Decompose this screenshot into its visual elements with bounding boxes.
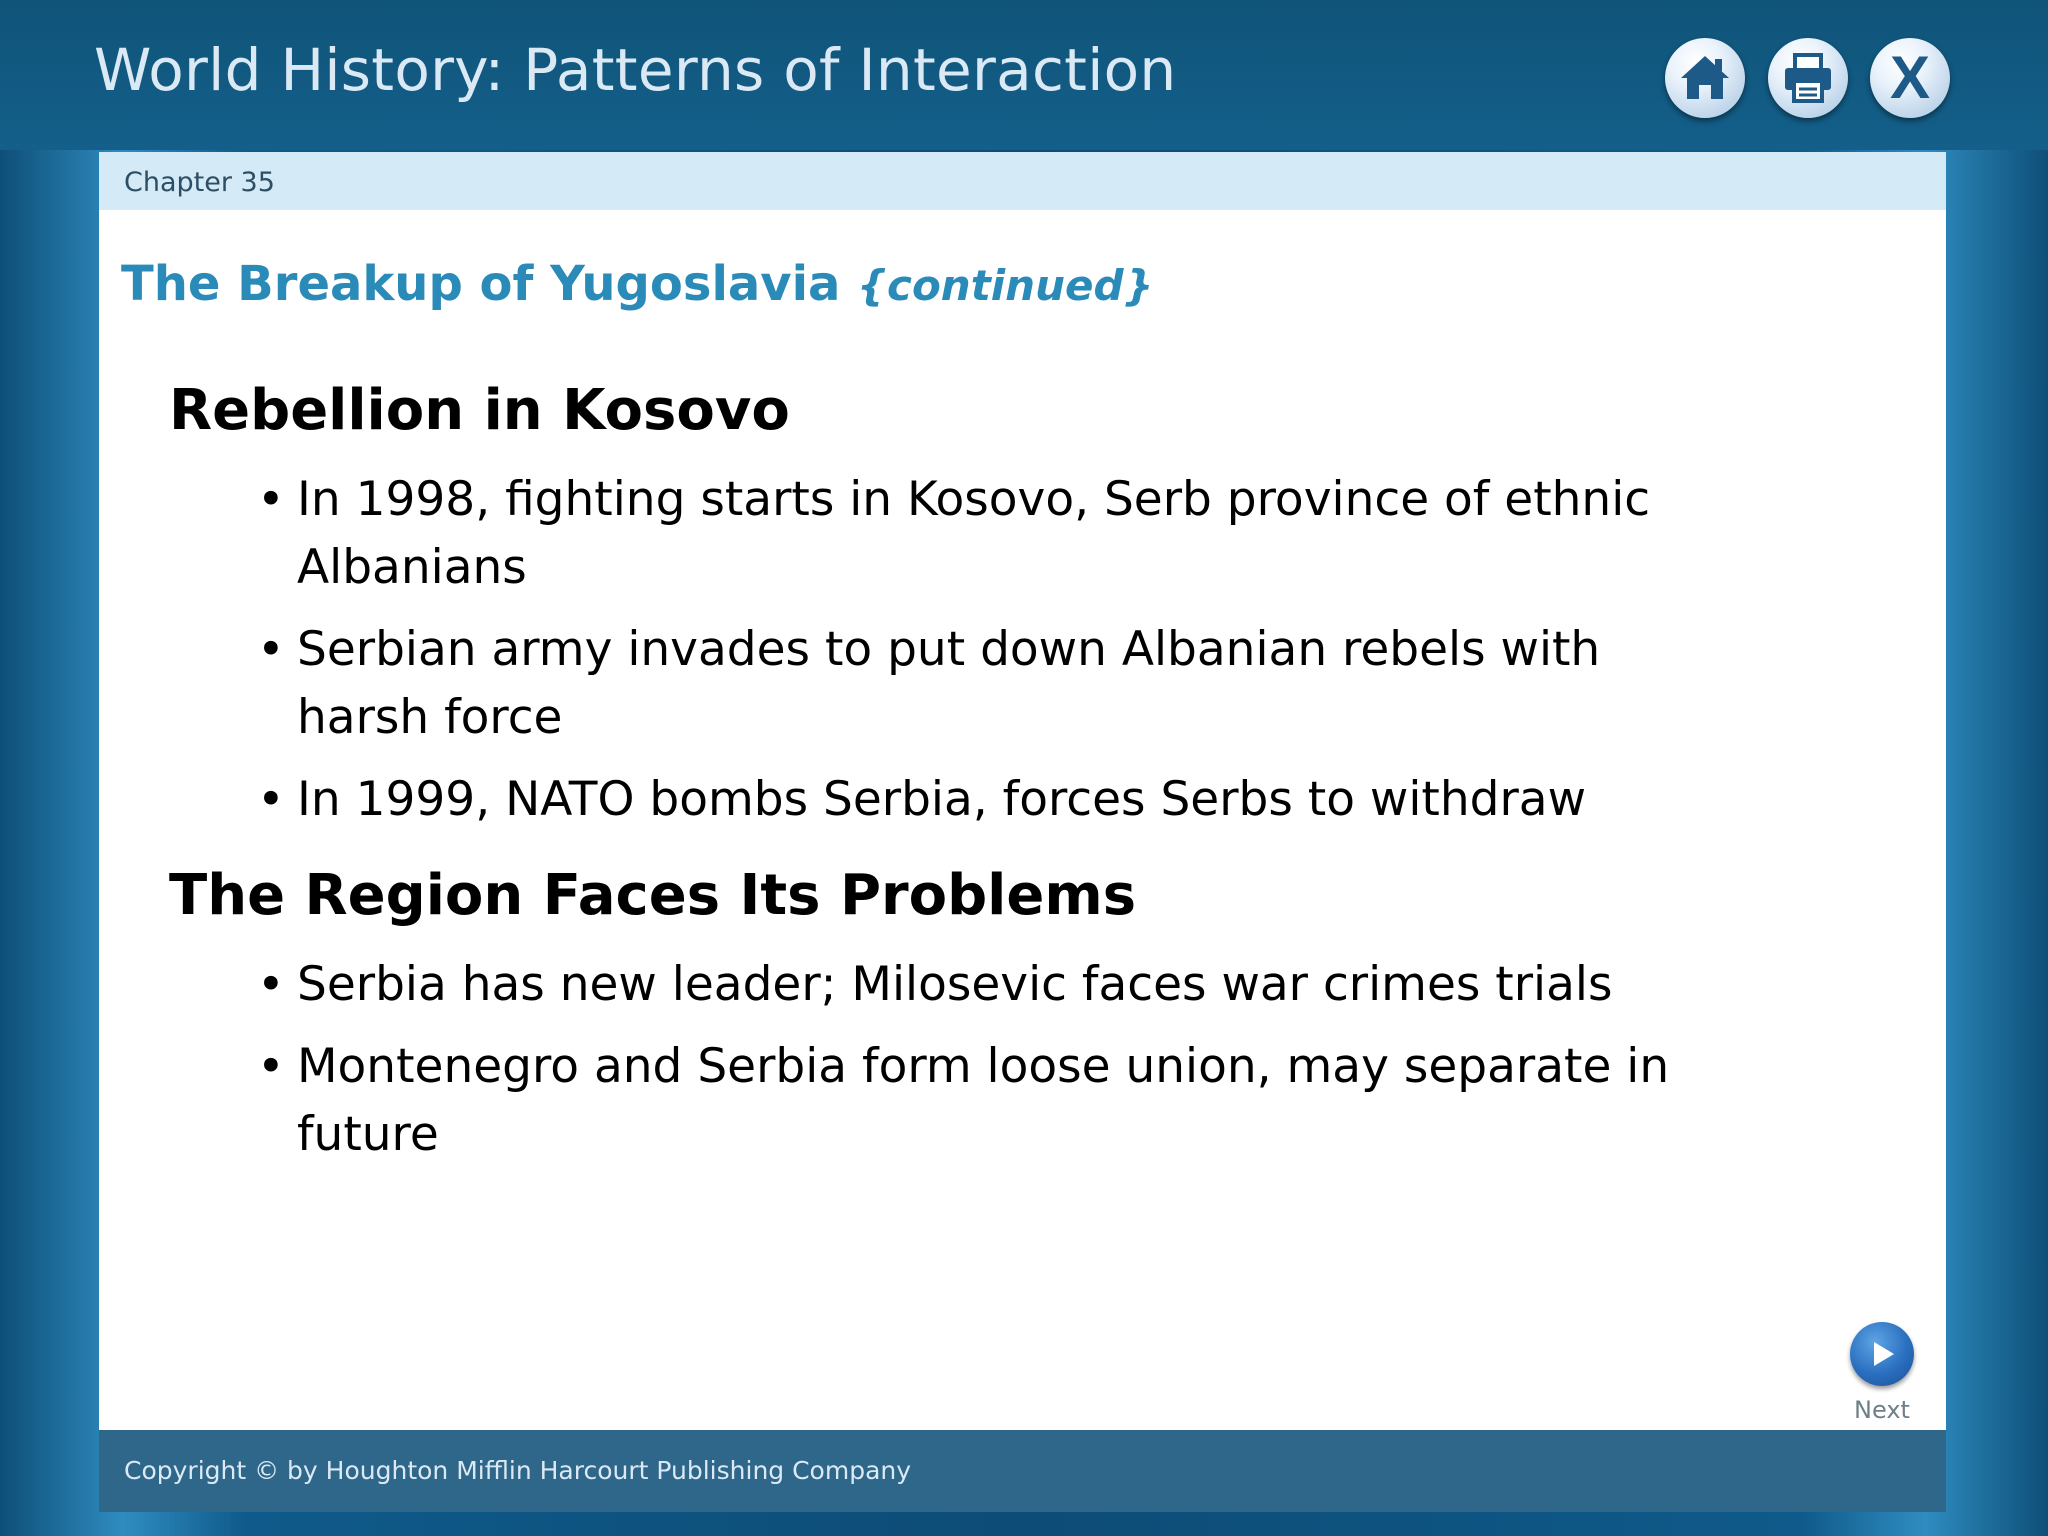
close-button[interactable] [1870,38,1950,118]
bullet-dot: • [257,472,285,527]
bullet-list-region [257,951,1737,1183]
app-title: World History: Patterns of Interaction [94,36,1177,104]
chapter-bar [99,152,1946,210]
section-heading-region: The Region Faces Its Problems [169,863,1137,928]
bullet-text: In 1999, NATO bombs Serbia, forces Serbs to withdraw [297,772,1587,827]
list-item [257,1033,1737,1169]
home-icon [1678,51,1732,105]
bullet-text: Serbia has new leader; Milosevic faces war crimes trials [297,957,1613,1012]
next-button[interactable] [1850,1322,1914,1386]
home-button[interactable] [1665,38,1745,118]
slide-title-suffix: {continued} [857,261,1154,310]
print-button[interactable] [1768,38,1848,118]
section-heading-kosovo: Rebellion in Kosovo [169,378,790,443]
list-item [257,616,1737,752]
play-arrow-icon [1866,1338,1898,1370]
next-label[interactable]: Next [1854,1396,1910,1424]
list-item [257,951,1737,1019]
list-item [257,766,1737,834]
slide-panel [99,152,1946,1430]
bullet-text: Montenegro and Serbia form loose union, may separate in future [297,1039,1670,1162]
copyright-text: Copyright © by Houghton Mifflin Harcourt Publishing Company [124,1456,912,1485]
bullet-dot: • [257,957,285,1012]
list-item [257,466,1737,602]
bullet-dot: • [257,772,285,827]
printer-icon [1780,50,1836,106]
bullet-text: In 1998, fighting starts in Kosovo, Serb province of ethnic Albanians [297,472,1651,595]
slide-title-text: The Breakup of Yugoslavia [121,256,841,312]
footer-bar [99,1430,1946,1512]
slide-title [121,256,1153,312]
bullet-text: Serbian army invades to put down Albanian rebels with harsh force [297,622,1601,745]
bullet-list-kosovo [257,466,1737,848]
bullet-dot: • [257,622,285,677]
close-icon: X [1889,44,1931,111]
bullet-dot: • [257,1039,285,1094]
chapter-label: Chapter 35 [124,167,275,198]
